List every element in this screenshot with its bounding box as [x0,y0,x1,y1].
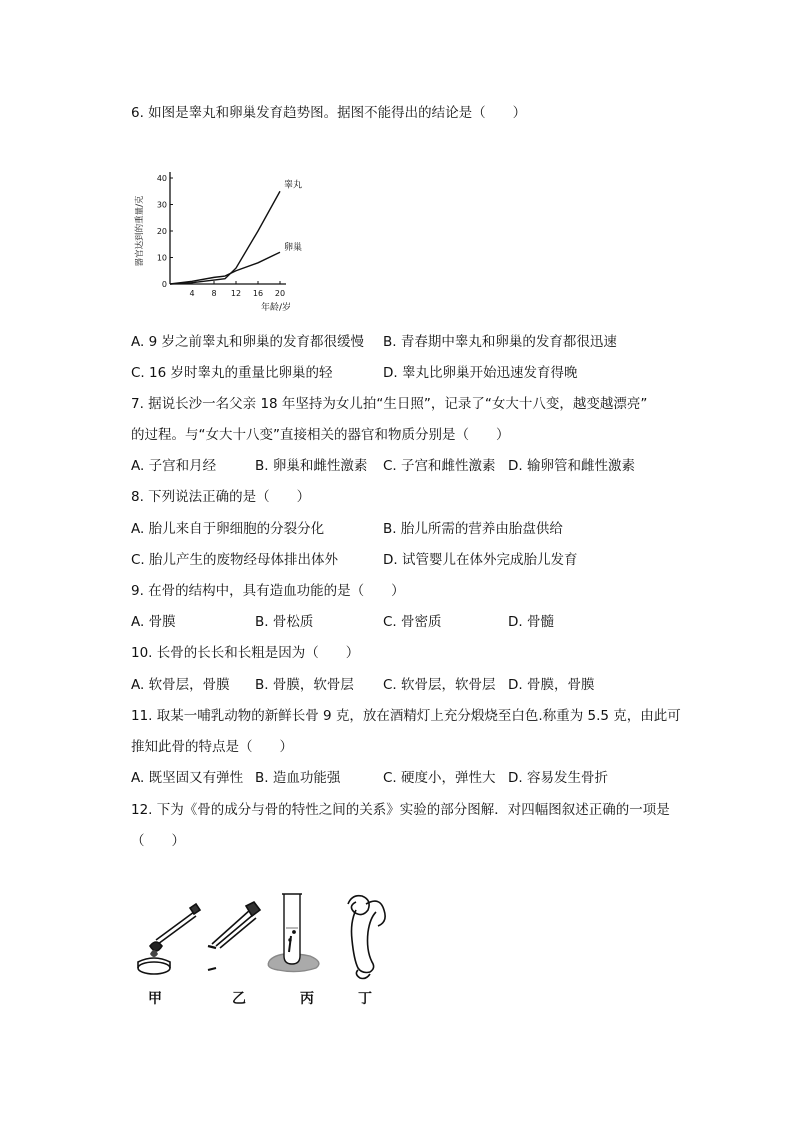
y-tick-label: 40 [156,174,167,183]
q6-option-b: B. 青春期中睾丸和卵巢的发育都很迅速 [383,334,617,350]
q6-chart-svg [128,170,303,318]
series-line-testis [170,191,280,284]
q9-option-a: A. 骨膜 [131,614,176,630]
q6-option-d: D. 睾丸比卵巢开始迅速发育得晚 [383,365,578,381]
q10-option-d: D. 骨膜，骨膜 [508,677,595,693]
q10-option-c: C. 软骨层，软骨层 [383,677,496,693]
y-tick-label: 20 [156,227,167,236]
x-axis-label: 年龄/岁 [260,303,292,313]
q9-option-c: C. 骨密质 [383,614,442,630]
y-tick-label: 10 [156,253,167,263]
q11-option-a: A. 既坚固又有弹性 [131,770,244,786]
q12-stem-line1: 12. 下为《骨的成分与骨的特性之间的关系》实验的部分图解．对四幅图叙述正确的一项是 [131,802,670,818]
q6-option-c: C. 16 岁时睾丸的重量比卵巢的轻 [131,365,333,381]
q8-stem: 8. 下列说法正确的是（ ） [131,489,311,505]
q7-option-b: B. 卵巢和雌性激素 [255,458,368,474]
figure-bing-test-tube-image [268,894,319,972]
q9-option-d: D. 骨髓 [508,614,554,630]
y-tick-label: 0 [161,280,167,289]
figure-ding-knotted-bone-image [348,896,385,979]
x-tick-label: 8 [211,289,217,298]
q12-stem-line2: （ ） [131,833,185,849]
q7-option-d: D. 输卵管和雌性激素 [508,458,635,474]
q8-option-d: D. 试管婴儿在体外完成胎儿发育 [383,552,578,568]
q12-figures-svg [128,888,408,984]
x-tick-label: 4 [189,289,195,298]
q8-option-a: A. 胎儿来自于卵细胞的分裂分化 [131,521,325,537]
x-tick-label: 20 [274,289,286,298]
x-tick-label: 16 [252,289,264,298]
q7-option-c: C. 子宫和雌性激素 [383,458,496,474]
figure-label-jia: 甲 [148,991,162,1007]
q7-option-a: A. 子宫和月经 [131,458,217,474]
q6-chart [128,170,303,318]
figure-label-bing: 丙 [300,991,314,1007]
series-label-ovary: 卵巢 [284,243,303,254]
x-tick-label: 12 [230,289,242,298]
q9-stem: 9. 在骨的结构中，具有造血功能的是（ ） [131,583,405,599]
q10-stem: 10. 长骨的长长和长粗是因为（ ） [131,645,360,661]
figure-yi-bone-in-tongs-image [208,902,260,970]
q8-option-b: B. 胎儿所需的营养由胎盘供给 [383,521,563,537]
q11-option-d: D. 容易发生骨折 [508,770,608,786]
figure-jia-burning-bone-image [138,904,200,974]
q9-option-b: B. 骨松质 [255,614,314,630]
y-axis-label: 器官达到的重量/克 [135,195,145,267]
q11-stem-line2: 推知此骨的特点是（ ） [131,739,293,755]
q8-option-c: C. 胎儿产生的废物经母体排出体外 [131,552,339,568]
figure-label-ding: 丁 [358,991,372,1007]
q6-option-a: A. 9 岁之前睾丸和卵巢的发育都很缓慢 [131,334,364,350]
figure-label-yi: 乙 [232,991,246,1007]
q12-figures [128,888,408,1008]
y-tick-label: 30 [156,200,167,210]
q11-option-c: C. 硬度小，弹性大 [383,770,496,786]
q10-option-a: A. 软骨层，骨膜 [131,677,230,693]
q7-stem-line2: 的过程。与“女大十八变”直接相关的器官和物质分别是（ ） [131,427,510,443]
q11-option-b: B. 造血功能强 [255,770,341,786]
q11-stem-line1: 11. 取某一哺乳动物的新鲜长骨 9 克，放在酒精灯上充分煅烧至白色.称重为 5.5 克，由此可 [131,708,681,724]
series-label-testis: 睾丸 [284,180,303,191]
q10-option-b: B. 骨膜，软骨层 [255,677,354,693]
q6-stem: 6. 如图是睾丸和卵巢发育趋势图。据图不能得出的结论是（ ） [131,105,527,121]
q7-stem-line1: 7. 据说长沙一名父亲 18 年坚持为女儿拍“生日照”，记录了“女大十八变，越变越漂亮” [131,396,648,412]
